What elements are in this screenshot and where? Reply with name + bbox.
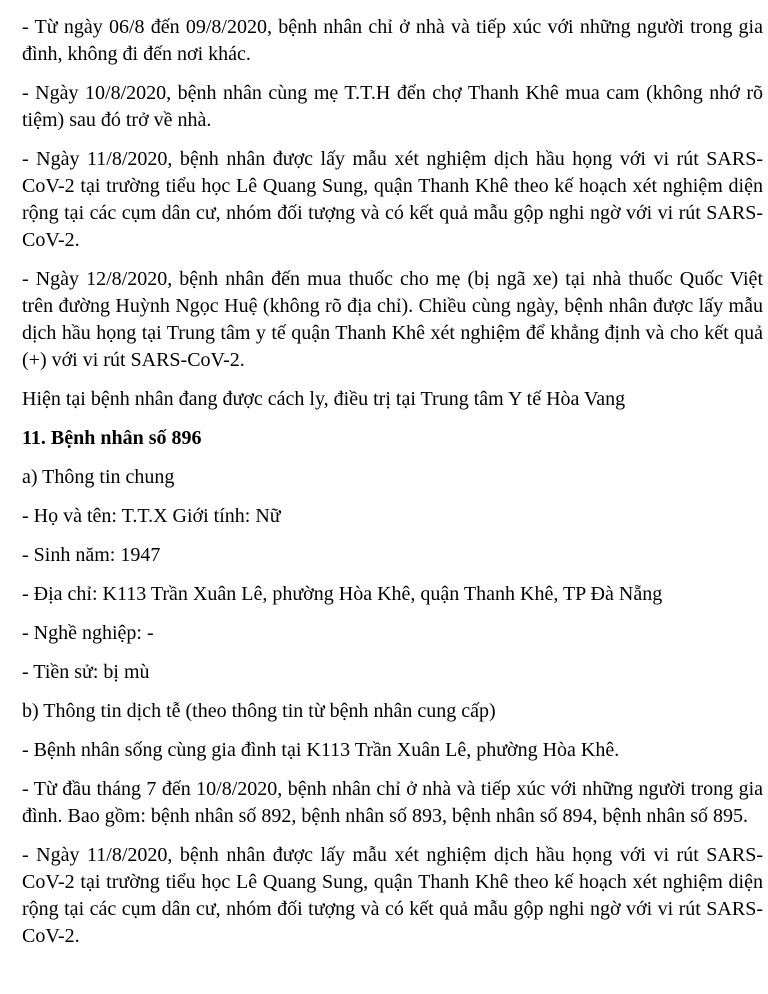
epi-timeline-july-line: - Từ đầu tháng 7 đến 10/8/2020, bệnh nhân chỉ ở nhà và tiếp xúc với những người trong gia đình. Bao gồm: bệnh nhân số 892, bệnh nhân số 893, bệnh nhân số 894, bệnh nhân số 895. xyxy=(22,778,763,827)
address-line: - Địa chỉ: K113 Trần Xuân Lê, phường Hòa Khê, quận Thanh Khê, TP Đà Nẵng xyxy=(22,583,663,605)
general-info-label: a) Thông tin chung xyxy=(22,466,175,488)
patient-896-section-heading: 11. Bệnh nhân số 896 xyxy=(22,427,202,449)
timeline-entry-06-08: - Từ ngày 06/8 đến 09/8/2020, bệnh nhân chỉ ở nhà và tiếp xúc với những người trong gia đình, không đi đến nơi khác. xyxy=(22,16,763,65)
medical-history-line: - Tiền sử: bị mù xyxy=(22,661,150,683)
occupation-line: - Nghề nghiệp: - xyxy=(22,622,154,644)
isolation-status-line: Hiện tại bệnh nhân đang được cách ly, điều trị tại Trung tâm Y tế Hòa Vang xyxy=(22,388,626,410)
epi-testing-line: - Ngày 11/8/2020, bệnh nhân được lấy mẫu xét nghiệm dịch hầu họng với vi rút SARS-CoV-2 tại trường tiểu học Lê Quang Sung, quận Thanh Khê theo kế hoạch xét nghiệm diện rộng tại các cụm dân cư, nhóm đối tượng và có kết quả mẫu gộp nghi ngờ với vi rút SARS-CoV-2. xyxy=(22,844,763,947)
timeline-entry-10-08: - Ngày 10/8/2020, bệnh nhân cùng mẹ T.T.H đến chợ Thanh Khê mua cam (không nhớ rõ tiệm) sau đó trở về nhà. xyxy=(22,82,763,131)
epi-household-line: - Bệnh nhân sống cùng gia đình tại K113 Trần Xuân Lê, phường Hòa Khê. xyxy=(22,739,620,761)
timeline-entry-11-08: - Ngày 11/8/2020, bệnh nhân được lấy mẫu xét nghiệm dịch hầu họng với vi rút SARS-CoV-2 tại trường tiểu học Lê Quang Sung, quận Thanh Khê theo kế hoạch xét nghiệm diện rộng tại các cụm dân cư, nhóm đối tượng và có kết quả mẫu gộp nghi ngờ với vi rút SARS-CoV-2. xyxy=(22,148,763,251)
epidemiology-info-label: b) Thông tin dịch tễ (theo thông tin từ bệnh nhân cung cấp) xyxy=(22,700,496,722)
name-gender-line: - Họ và tên: T.T.X Giới tính: Nữ xyxy=(22,505,281,527)
birth-year-line: - Sinh năm: 1947 xyxy=(22,544,161,566)
timeline-entry-12-08: - Ngày 12/8/2020, bệnh nhân đến mua thuốc cho mẹ (bị ngã xe) tại nhà thuốc Quốc Việt trên đường Huỳnh Ngọc Huệ (không rõ địa chỉ). Chiều cùng ngày, bệnh nhân được lấy mẫu dịch hầu họng tại Trung tâm y tế quận Thanh Khê xét nghiệm để khẳng định và cho kết quả (+) với vi rút SARS-CoV-2. xyxy=(22,268,763,371)
